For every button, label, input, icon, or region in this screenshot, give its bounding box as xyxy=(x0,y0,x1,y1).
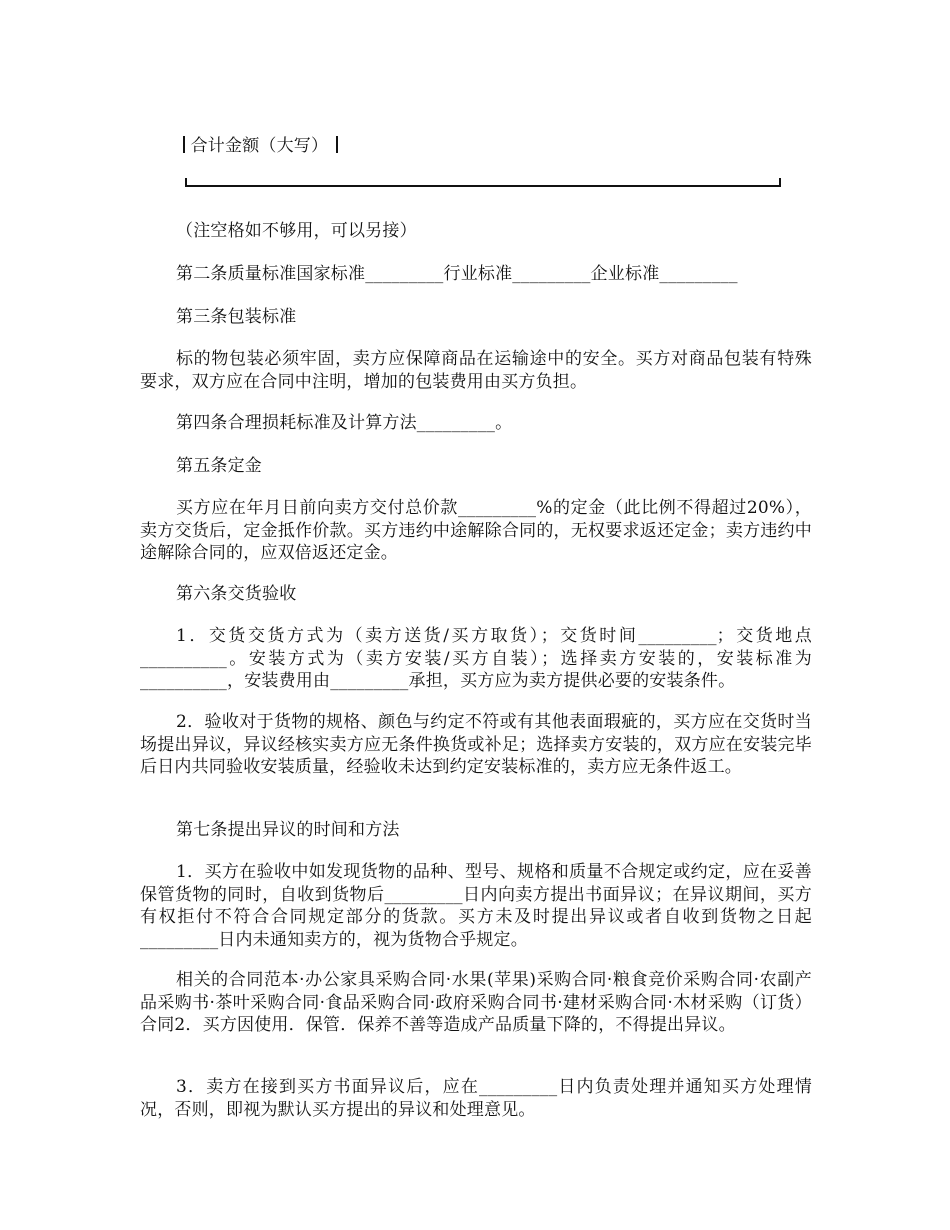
table-left-border xyxy=(183,136,185,153)
article-7-title: 第七条提出异议的时间和方法 xyxy=(176,820,400,840)
article-6-title: 第六条交货验收 xyxy=(176,584,297,604)
article-6-paragraph-2: 2．验收对于货物的规格、颜色与约定不符或有其他表面瑕疵的，买方应在交货时当场提出异议，异议经核实卖方应无条件换货或补足；选择卖方安装的，双方应在安装完毕后日内共同验收安装质量，经验收未达到约定安装标准的，卖方应无条件返工。 xyxy=(140,712,812,777)
related-contracts-paragraph: 相关的合同范本·办公家具采购合同·水果(苹果)采购合同·粮食竞价采购合同·农副产品采购书·茶叶采购合同·食品采购合同·政府采购合同书·建材采购合同·木材采购（订货）合同2．买方因使用．保管．保养不善等造成产品质量下降的，不得提出异议。 xyxy=(140,970,812,1035)
table-bottom-border xyxy=(185,178,781,187)
article-2-quality-standard: 第二条质量标准国家标准_________行业标准_________企业标准_________ xyxy=(176,264,738,284)
total-amount-label: 合计金额（大写） xyxy=(190,136,329,156)
article-4-loss-standard: 第四条合理损耗标准及计算方法_________。 xyxy=(176,413,513,433)
table-total-row xyxy=(183,135,855,157)
table-right-border xyxy=(336,136,338,153)
article-7-paragraph-3: 3．卖方在接到买方书面异议后，应在_________日内负责处理并通知买方处理情况，否则，即视为默认买方提出的异议和处理意见。 xyxy=(140,1077,812,1120)
article-6-paragraph-1: 1．交货交货方式为（卖方送货/买方取货）；交货时间_________；交货地点__________。安装方式为（卖方安装/买方自装）；选择卖方安装的，安装标准为__________，安装费用由_________承担，买方应为卖方提供必要的安装条件。 xyxy=(140,626,812,691)
article-5-title: 第五条定金 xyxy=(176,456,262,476)
article-7-paragraph-1: 1．买方在验收中如发现货物的品种、型号、规格和质量不合规定或约定，应在妥善保管货物的同时，自收到货物后_________日内向卖方提出书面异议；在异议期间，买方有权拒付不符合合同规定部分的货款。买方未及时提出异议或者自收到货物之日起_________日内未通知卖方的，视为货物合乎规定。 xyxy=(140,862,812,950)
article-5-body: 买方应在年月日前向卖方交付总价款_________%的定金（此比例不得超过20%），卖方交货后，定金抵作价款。买方违约中途解除合同的，无权要求返还定金；卖方违约中途解除合同的，应双倍返还定金。 xyxy=(140,498,812,563)
article-3-title: 第三条包装标准 xyxy=(176,307,297,327)
note-line: （注空格如不够用，可以另接） xyxy=(176,221,417,241)
article-3-body: 标的物包装必须牢固，卖方应保障商品在运输途中的安全。买方对商品包装有特殊要求，双方应在合同中注明，增加的包装费用由买方负担。 xyxy=(140,349,812,392)
